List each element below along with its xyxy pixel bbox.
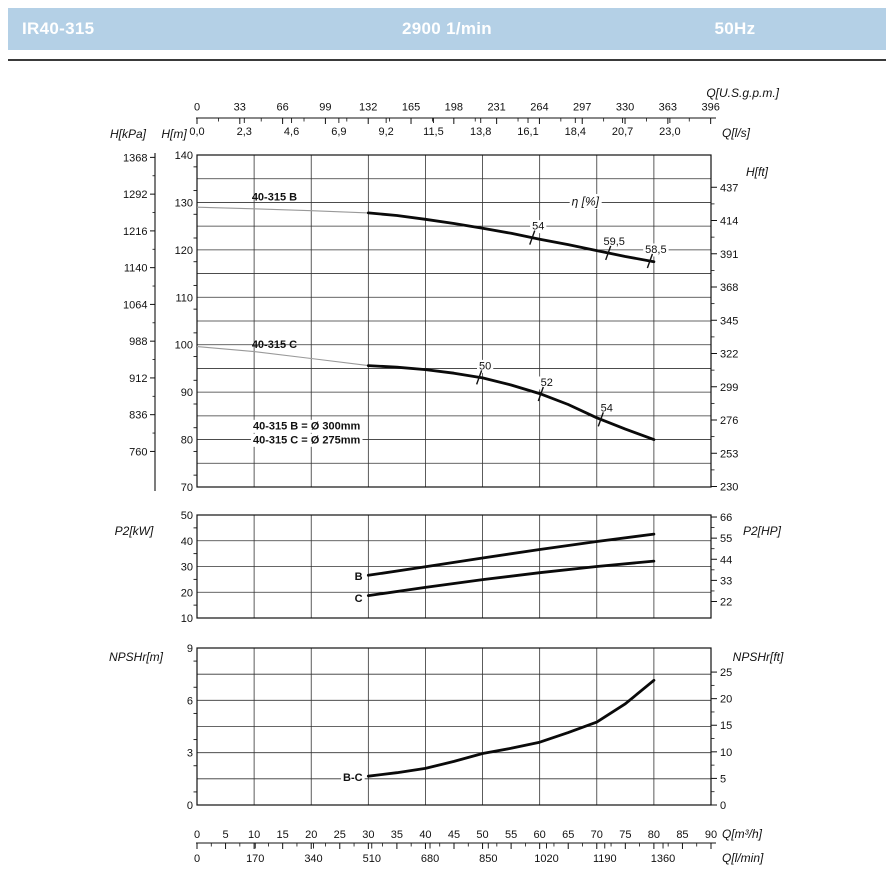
svg-text:59,5: 59,5 [603, 235, 625, 248]
svg-text:P2[kW]: P2[kW] [114, 524, 154, 538]
svg-text:10: 10 [247, 829, 261, 841]
svg-text:40: 40 [419, 829, 432, 841]
svg-text:368: 368 [720, 282, 739, 295]
svg-text:33: 33 [233, 101, 246, 114]
svg-text:60: 60 [533, 829, 546, 841]
svg-text:6: 6 [186, 695, 193, 708]
svg-text:0: 0 [193, 853, 201, 865]
svg-text:NPSHr[ft]: NPSHr[ft] [732, 650, 784, 664]
svg-text:Q[l/s]: Q[l/s] [722, 126, 751, 140]
svg-text:391: 391 [720, 248, 739, 261]
bottom-flow-axis [194, 827, 764, 865]
svg-text:276: 276 [720, 415, 739, 428]
svg-text:4,6: 4,6 [283, 126, 300, 138]
svg-text:45: 45 [447, 829, 461, 841]
svg-text:414: 414 [720, 215, 739, 228]
curve-B-C [368, 680, 654, 776]
svg-text:80: 80 [180, 434, 193, 447]
svg-text:99: 99 [319, 101, 332, 114]
svg-text:1216: 1216 [123, 225, 148, 238]
svg-text:35: 35 [390, 829, 404, 841]
svg-text:H[kPa]: H[kPa] [109, 127, 147, 141]
svg-text:330: 330 [615, 101, 635, 114]
svg-text:110: 110 [175, 292, 193, 305]
svg-text:0: 0 [193, 829, 201, 841]
svg-text:15: 15 [720, 720, 733, 733]
svg-text:1064: 1064 [123, 299, 148, 312]
svg-text:680: 680 [420, 853, 440, 865]
pump-frequency: 50Hz [714, 19, 756, 38]
svg-text:90: 90 [180, 387, 193, 400]
svg-text:58,5: 58,5 [645, 243, 667, 256]
svg-text:11,5: 11,5 [423, 126, 444, 138]
svg-text:6,9: 6,9 [331, 126, 347, 138]
svg-text:988: 988 [129, 336, 148, 349]
svg-text:0: 0 [720, 800, 727, 812]
svg-text:23,0: 23,0 [659, 126, 681, 138]
svg-text:264: 264 [530, 101, 549, 114]
svg-text:20: 20 [720, 693, 733, 706]
svg-text:B-C: B-C [343, 772, 363, 785]
svg-text:NPSHr[m]: NPSHr[m] [109, 650, 163, 664]
svg-text:230: 230 [720, 481, 739, 494]
svg-text:1360: 1360 [650, 853, 676, 865]
svg-text:70: 70 [180, 482, 193, 494]
svg-text:η [%]: η [%] [571, 194, 600, 209]
pump-model: IR40-315 [22, 19, 95, 38]
svg-text:20: 20 [180, 587, 193, 600]
svg-text:B: B [354, 570, 363, 583]
svg-text:50: 50 [479, 360, 492, 373]
svg-text:66: 66 [276, 101, 289, 114]
svg-text:33: 33 [720, 575, 733, 588]
svg-text:40-315 B: 40-315 B [251, 191, 298, 204]
curve-B [368, 534, 654, 575]
svg-text:50: 50 [476, 829, 489, 841]
svg-text:140: 140 [174, 150, 193, 162]
power-panel [115, 510, 782, 625]
svg-text:10: 10 [180, 613, 193, 625]
svg-text:1020: 1020 [534, 853, 559, 865]
svg-text:9: 9 [186, 643, 193, 655]
svg-text:912: 912 [129, 372, 148, 385]
svg-text:80: 80 [647, 829, 661, 841]
svg-text:253: 253 [720, 448, 739, 461]
svg-text:3: 3 [186, 747, 193, 760]
svg-text:Q[m³/h]: Q[m³/h] [722, 827, 763, 841]
svg-text:1368: 1368 [123, 152, 148, 165]
svg-text:396: 396 [701, 101, 720, 114]
svg-text:70: 70 [590, 829, 603, 841]
svg-text:50: 50 [180, 510, 193, 522]
svg-text:198: 198 [444, 101, 464, 114]
svg-text:1140: 1140 [123, 262, 148, 275]
svg-text:Q[l/min]: Q[l/min] [722, 851, 764, 865]
svg-text:836: 836 [129, 409, 148, 422]
svg-text:100: 100 [174, 339, 193, 352]
svg-text:16,1: 16,1 [517, 126, 539, 138]
svg-text:130: 130 [174, 197, 193, 210]
svg-text:54: 54 [532, 220, 545, 233]
svg-text:5: 5 [720, 773, 727, 786]
svg-text:0: 0 [186, 800, 193, 812]
svg-text:363: 363 [658, 101, 678, 114]
svg-text:18,4: 18,4 [564, 126, 587, 138]
svg-text:15: 15 [276, 829, 289, 841]
svg-text:165: 165 [401, 101, 421, 114]
top-flow-axis [189, 86, 779, 140]
svg-text:297: 297 [573, 101, 592, 114]
svg-text:322: 322 [720, 348, 739, 361]
svg-text:20: 20 [305, 829, 318, 841]
svg-text:H[m]: H[m] [161, 127, 187, 141]
svg-text:231: 231 [487, 101, 506, 114]
svg-text:170: 170 [246, 853, 265, 865]
npsh-panel [109, 643, 784, 812]
svg-text:66: 66 [720, 512, 733, 525]
svg-text:132: 132 [359, 101, 378, 114]
svg-text:345: 345 [720, 315, 739, 328]
svg-text:P2[HP]: P2[HP] [742, 524, 782, 538]
svg-text:5: 5 [222, 829, 229, 841]
svg-text:40-315 B = Ø 300mm: 40-315 B = Ø 300mm [252, 420, 361, 433]
svg-text:30: 30 [180, 561, 193, 574]
svg-text:44: 44 [720, 554, 733, 567]
svg-text:510: 510 [362, 853, 381, 865]
svg-text:2,3: 2,3 [236, 126, 252, 138]
svg-text:85: 85 [676, 829, 689, 841]
svg-text:437: 437 [720, 182, 739, 195]
head-panel [110, 127, 769, 494]
svg-text:55: 55 [504, 829, 518, 841]
svg-text:299: 299 [720, 381, 739, 394]
svg-text:0: 0 [193, 101, 201, 114]
svg-text:30: 30 [362, 829, 375, 841]
svg-text:H[ft]: H[ft] [745, 165, 769, 179]
svg-text:52: 52 [540, 377, 553, 390]
svg-text:54: 54 [600, 402, 613, 415]
svg-text:40-315 C: 40-315 C [251, 338, 298, 351]
pump-speed: 2900 1/min [402, 19, 492, 38]
svg-text:9,2: 9,2 [378, 126, 394, 138]
svg-text:55: 55 [720, 533, 733, 546]
svg-text:40-315 C = Ø 275mm: 40-315 C = Ø 275mm [252, 434, 361, 447]
svg-text:1190: 1190 [592, 853, 617, 865]
svg-text:C: C [354, 592, 363, 605]
svg-text:Q[U.S.g.p.m.]: Q[U.S.g.p.m.] [706, 86, 779, 100]
svg-text:13,8: 13,8 [470, 126, 492, 138]
svg-text:25: 25 [720, 667, 733, 680]
svg-text:90: 90 [704, 829, 718, 841]
svg-text:340: 340 [304, 853, 323, 865]
svg-text:65: 65 [562, 829, 575, 841]
svg-text:10: 10 [720, 746, 733, 759]
svg-text:20,7: 20,7 [611, 126, 634, 138]
svg-text:850: 850 [479, 853, 498, 865]
svg-text:22: 22 [720, 596, 733, 609]
svg-text:760: 760 [129, 446, 148, 459]
svg-text:0,0: 0,0 [189, 126, 205, 138]
svg-text:25: 25 [333, 829, 346, 841]
svg-text:40: 40 [180, 535, 193, 548]
svg-text:1292: 1292 [123, 189, 148, 202]
svg-text:120: 120 [174, 244, 193, 257]
svg-text:75: 75 [619, 829, 632, 841]
